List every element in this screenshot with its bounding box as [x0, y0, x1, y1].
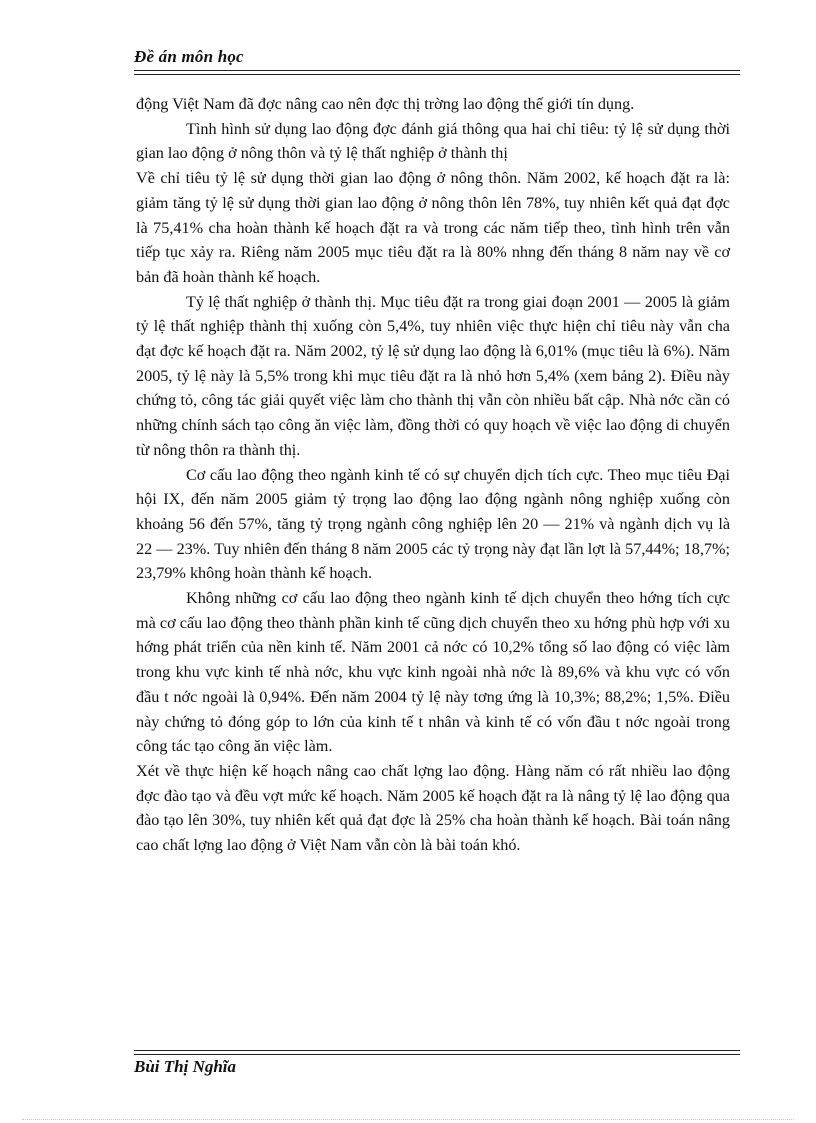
footer-rule-top	[134, 1050, 740, 1051]
footer-rule-bottom	[134, 1054, 740, 1055]
paragraph: Xét về thực hiện kế hoạch nâng cao chất lợng lao động. Hàng năm có rất nhiều lao động đợc đào tạo và đều vợt mức kế hoạch. Năm 2005 kế hoạch đặt ra là nâng tỷ lệ lao động qua đào tạo lên 30%, tuy nhiên kết quả đạt đợc là 25% cha hoàn thành kế hoạch. Bài toán nâng cao chất lợng lao động ở Việt Nam vẫn còn là bài toán khó.	[136, 761, 730, 855]
page-header-title: Đề án môn học	[134, 47, 244, 66]
document-body	[136, 92, 730, 858]
paragraph: động Việt Nam đã đợc nâng cao nên đợc thị trờng lao động thế giới tín dụng.	[136, 95, 635, 113]
header-rule-top	[134, 70, 740, 71]
paragraph: Tình hình sử dụng lao động đợc đánh giá thông qua hai chỉ tiêu: tỷ lệ sử dụng thời gian lao động ở nông thôn và tỷ lệ thất nghiệp ở thành thị	[136, 119, 730, 163]
paragraph: Về chỉ tiêu tỷ lệ sử dụng thời gian lao động ở nông thôn. Năm 2002, kế hoạch đặt ra là: giảm tăng tỷ lệ sử dụng thời gian lao động ở nông thôn lên 78%, tuy nhiên kết quả đạt đợc là 75,41% cha hoàn thành kế hoạch đặt ra và trong các năm tiếp theo, tình hình trên vẫn tiếp tục xảy ra. Riêng năm 2005 mục tiêu đặt ra là 80% nhng đến tháng 8 năm nay về cơ bản đã hoàn thành kế hoạch.	[136, 169, 730, 286]
header-rule-bottom	[134, 74, 740, 75]
paragraph: Tỷ lệ thất nghiệp ở thành thị. Mục tiêu đặt ra trong giai đoạn 2001 — 2005 là giảm tỷ lệ thất nghiệp thành thị xuống còn 5,4%, tuy nhiên việc thực hiện chỉ tiêu này vẫn cha đạt đợc kế hoạch đặt ra. Năm 2002, tỷ lệ sử dụng lao động là 6,01% (mục tiêu là 6%). Năm 2005, tỷ lệ này là 5,5% trong khi mục tiêu đặt ra là nhỏ hơn 5,4% (xem bảng 2). Điều này chứng tỏ, công tác giải quyết việc làm cho thành thị vẫn còn nhiều bất cập. Nhà nớc cần có những chính sách tạo công ăn việc làm, đồng thời có quy hoạch về việc lao động di chuyển từ nông thôn ra thành thị.	[136, 292, 730, 459]
paragraph: Không những cơ cấu lao động theo ngành kinh tế dịch chuyển theo hớng tích cực mà cơ cấu lao động theo thành phần kinh tế cũng dịch chuyển theo xu hớng phù hợp với xu hớng phát triển của nền kinh tế. Năm 2001 cả nớc có 10,2% tổng số lao động có việc làm trong khu vực kinh tế nhà nớc, khu vực kinh ngoài nhà nớc là 89,6% và khu vực có vốn đầu t nớc ngoài là 0,94%. Đến năm 2004 tỷ lệ này tơng ứng là 10,3%; 88,2%; 1,5%. Điều này chứng tỏ đóng góp to lớn của kinh tế t nhân và kinh tế có vốn đầu t nớc ngoài trong công tác tạo công ăn việc làm.	[136, 589, 730, 756]
page-bottom-dotted-line	[22, 1119, 794, 1120]
footer-author-name: Bùi Thị Nghĩa	[134, 1057, 237, 1076]
paragraph: Cơ cấu lao động theo ngành kinh tế có sự chuyển dịch tích cực. Theo mục tiêu Đại hội IX, đến năm 2005 giảm tỷ trọng lao động lao động ngành nông nghiệp xuống còn khoảng 56 đến 57%, tăng tỷ trọng ngành công nghiệp lên 20 — 21% và ngành dịch vụ là 22 — 23%. Tuy nhiên đến tháng 8 năm 2005 các tỷ trọng này đạt lần lợt là 57,44%; 18,7%; 23,79% không hoàn thành kế hoạch.	[136, 465, 730, 583]
